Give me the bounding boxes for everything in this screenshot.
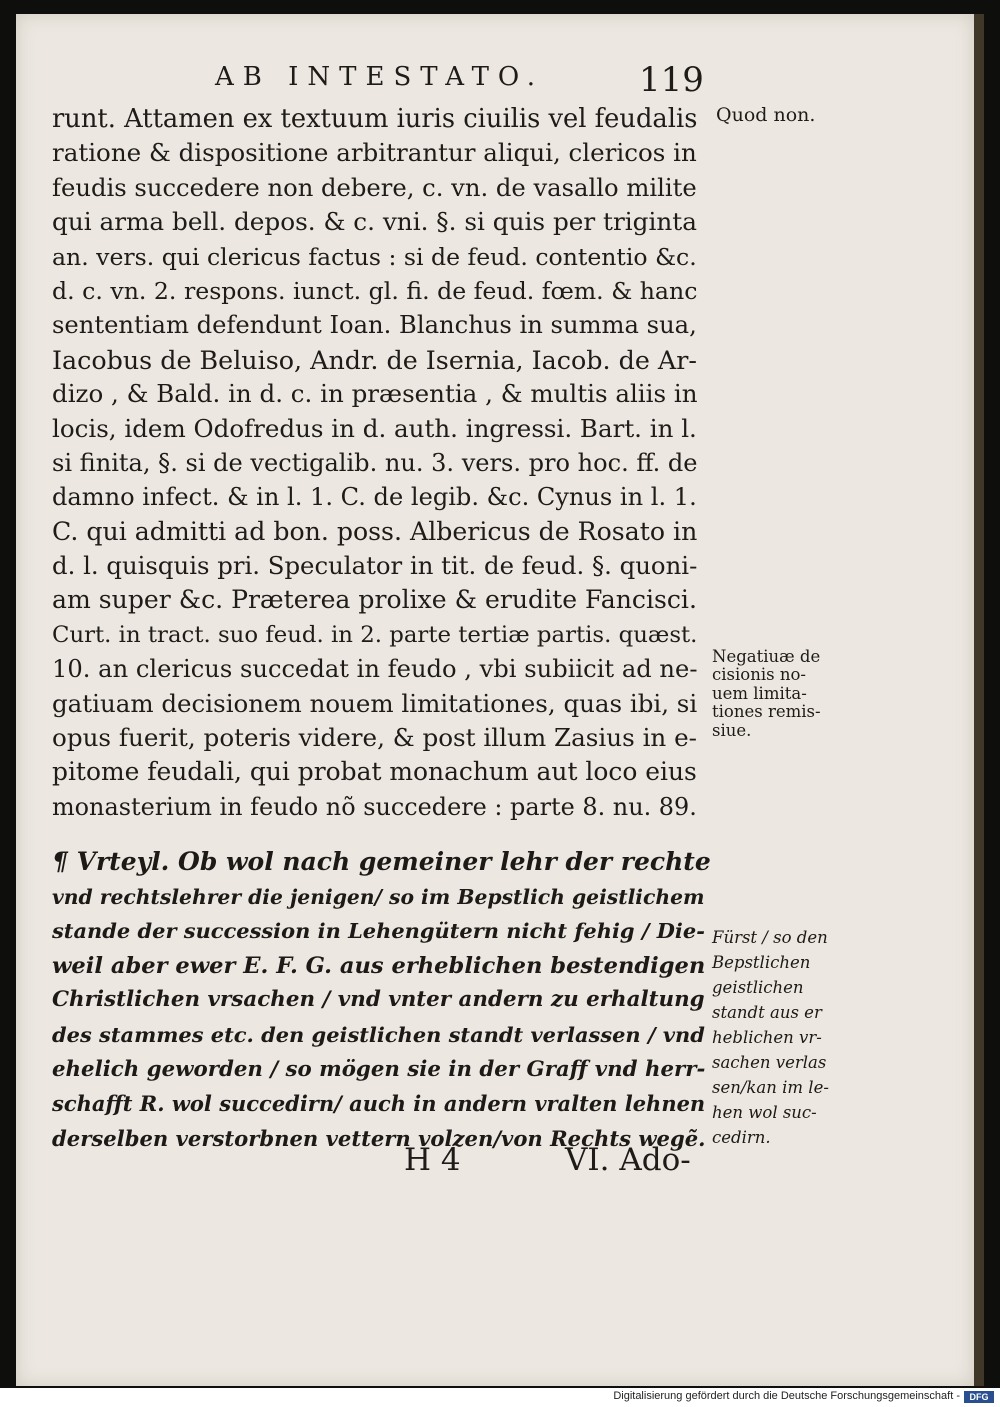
margin-note-line: sachen verlas <box>712 1053 827 1072</box>
latin-line: d. c. vn. 2. respons. iunct. gl. fi. de feud. fœm. & hanc <box>52 276 698 305</box>
german-line: vnd rechtslehrer die jenigen/ so im Bepstlich geistlichem <box>52 884 705 909</box>
latin-line: dizo , & Bald. in d. c. in præsentia , & multis aliis in <box>52 379 698 409</box>
german-line: ¶ Vrteyl. Ob wol nach gemeiner lehr der rechte <box>52 847 711 876</box>
latin-line: damno infect. & in l. 1. C. de legib. &c. Cynus in l. 1. <box>52 483 697 512</box>
latin-line: am super &c. Præterea prolixe & erudite Fancisci. <box>52 585 697 615</box>
german-line: derselben verstorbnen vettern volzen/von Rechts wegẽ. <box>52 1125 706 1151</box>
margin-note-top: Quod non. <box>716 104 816 126</box>
german-text-block <box>52 845 712 1156</box>
margin-note-line: heblichen vr- <box>712 1028 822 1047</box>
running-head: AB INTESTATO. <box>215 62 544 92</box>
page-number: 119 <box>639 60 704 100</box>
latin-line: gatiuam decisionem nouem limitationes, quas ibi, si <box>52 688 698 718</box>
margin-note-line: siue. <box>712 720 752 740</box>
latin-line: 10. an clericus succedat in feudo , vbi subiicit ad ne- <box>52 655 698 684</box>
latin-line: opus fuerit, poteris videre, & post illum Zasius in e- <box>52 723 697 753</box>
latin-line: runt. Attamen ex textuum iuris ciuilis vel feudalis <box>52 104 698 134</box>
margin-note-line: sen/kan im le- <box>712 1078 829 1097</box>
latin-text-block <box>52 102 704 824</box>
german-line: stande der succession in Lehengütern nicht fehig / Die- <box>52 918 705 944</box>
margin-note-line: cedirn. <box>712 1128 771 1147</box>
margin-note-line: Fürst / so den <box>712 928 828 947</box>
dfg-logo[interactable]: DFG <box>964 1391 994 1403</box>
margin-note-line: cisionis no- <box>712 665 806 685</box>
signature-mark: H 4 <box>404 1142 461 1178</box>
margin-note-line: Bepstlichen <box>712 953 811 972</box>
footer-bar <box>0 1388 1000 1407</box>
latin-line: pitome feudali, qui probat monachum aut loco eius <box>52 757 697 787</box>
latin-line: monasterium in feudo nõ succedere : parte 8. nu. 89. <box>52 792 697 821</box>
german-line: des stammes etc. den geistlichen standt verlassen / vnd <box>52 1021 705 1047</box>
margin-note-line: geistlichen <box>712 978 804 997</box>
margin-note-line: hen wol suc- <box>712 1103 817 1122</box>
german-line: weil aber ewer E. F. G. aus erheblichen bestendigen <box>52 952 706 979</box>
latin-line: qui arma bell. depos. & c. vni. §. si quis per triginta <box>52 207 697 237</box>
margin-note-line: uem limita- <box>712 683 807 703</box>
book-edge <box>974 14 984 1386</box>
latin-line: Iacobus de Beluiso, Andr. de Isernia, Iacob. de Ar- <box>52 344 697 375</box>
margin-note-middle <box>712 648 840 740</box>
latin-line: C. qui admitti ad bon. poss. Albericus de Rosato in <box>52 516 698 546</box>
latin-line: si finita, §. si de vectigalib. nu. 3. vers. pro hoc. ff. de <box>52 448 698 477</box>
german-line: Christlichen vrsachen / vnd vnter andern zu erhaltung <box>52 987 705 1013</box>
latin-line: sententiam defendunt Ioan. Blanchus in summa sua, <box>52 311 697 340</box>
margin-note-line: Negatiuæ de <box>712 647 821 666</box>
margin-note-line: standt aus er <box>712 1003 822 1022</box>
latin-line: d. l. quisquis pri. Speculator in tit. de feud. §. quoni- <box>52 551 698 581</box>
margin-note-line: tiones remis- <box>712 702 821 722</box>
footer-credit: Digitalisierung gefördert durch die Deutsche Forschungsgemeinschaft - <box>613 1390 960 1402</box>
latin-line: ratione & dispositione arbitrantur aliqui, clericos in <box>52 138 697 168</box>
german-line: ehelich geworden / so mögen sie in der Graff vnd herr- <box>52 1056 706 1082</box>
margin-note-lower <box>712 925 837 1150</box>
german-line: schafft R. wol succedirn/ auch in andern vralten lehnen <box>52 1091 706 1117</box>
latin-line: locis, idem Odofredus in d. auth. ingressi. Bart. in l. <box>52 413 697 443</box>
latin-line: feudis succedere non debere, c. vn. de vasallo milite <box>52 172 697 202</box>
latin-line: Curt. in tract. suo feud. in 2. parte tertiæ partis. quæst. <box>52 621 698 648</box>
latin-line: an. vers. qui clericus factus : si de feud. contentio &c. <box>52 242 697 271</box>
catchword: VI. Ado- <box>565 1142 691 1178</box>
